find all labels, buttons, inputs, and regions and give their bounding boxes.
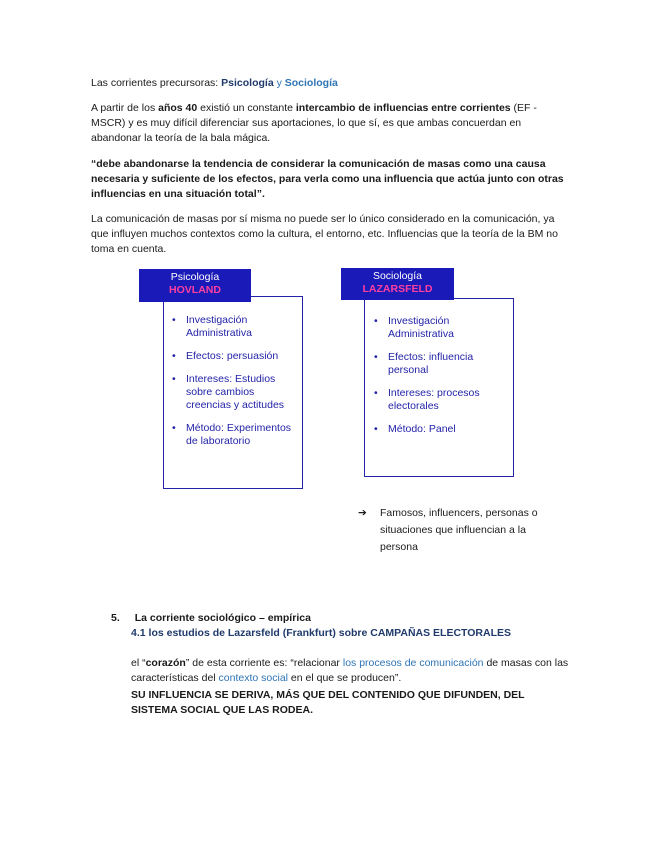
psicologia-list	[172, 314, 298, 458]
section-number: 5.	[111, 612, 120, 624]
subsection-heading	[131, 626, 511, 641]
lazarsfeld-label: LAZARSFELD	[362, 283, 433, 295]
intro-line	[91, 76, 569, 91]
arrow-right-icon: ➔	[358, 507, 367, 519]
intro-sociologia: Sociología	[284, 77, 338, 89]
psico-item: • Efectos: persuasión	[172, 350, 298, 363]
psico-item: • Intereses: Estudios sobre cambios creencias y actitudes	[172, 373, 298, 412]
caps-paragraph: SU INFLUENCIA SE DERIVA, MÁS QUE DEL CONTENIDO QUE DIFUNDEN, DEL SISTEMA SOCIAL QUE LAS RODEA.	[131, 689, 525, 716]
paragraph-1: A partir de los años 40 existió un constante intercambio de influencias entre corrientes (EF - MSCR) y es muy difícil diferenciar sus aportaciones, lo que sí, es que ambas concuerdan en abandonar la teoría de la bala mágica.	[91, 102, 537, 144]
psico-item: • Investigación Administrativa	[172, 314, 298, 340]
arrow-note	[358, 505, 558, 556]
subsection-title: los estudios de Lazarsfeld (Frankfurt) sobre CAMPAÑAS ELECTORALES	[145, 627, 512, 639]
intro-prefix: Las corrientes precursoras:	[91, 77, 222, 89]
psico-item: • Método: Experimentos de laboratorio	[172, 422, 298, 448]
psicologia-header	[139, 269, 251, 302]
socio-item: • Intereses: procesos electorales	[374, 387, 508, 413]
socio-item: • Método: Panel	[374, 423, 508, 436]
hovland-label: HOVLAND	[169, 284, 221, 296]
socio-item: • Efectos: influencia personal	[374, 351, 508, 377]
subsection-number: 4.1	[131, 627, 146, 639]
intro-psicologia: Psicología	[221, 77, 274, 89]
section-title: La corriente sociológico – empírica	[134, 612, 311, 624]
quote: “debe abandonarse la tendencia de considerar la comunicación de masas como una causa necesaria y suficiente de los efectos, para verla como una influencia que actúa junto con otras influencias en una situación total”.	[91, 158, 564, 200]
paragraph-3: el “corazón” de esta corriente es: “relacionar los procesos de comunicación de masas con las características del contexto social en el que se producen”.	[131, 657, 569, 684]
section-5-heading	[111, 611, 311, 626]
sociologia-title: Sociología	[372, 270, 423, 282]
psicologia-title: Psicología	[170, 271, 220, 283]
sociologia-header	[341, 268, 454, 300]
paragraph-2: La comunicación de masas por sí misma no puede ser lo único considerado en la comunicación, ya que influyen muchos contextos como la cultura, el entorno, etc. Influencias que la teoría de la BM no toma en cuenta.	[91, 213, 558, 255]
socio-item: • Investigación Administrativa	[374, 315, 508, 341]
intro-y: y	[273, 77, 285, 89]
arrow-note-text: Famosos, influencers, personas o situaciones que influencian a la persona	[380, 507, 538, 553]
sociologia-list	[374, 315, 508, 446]
